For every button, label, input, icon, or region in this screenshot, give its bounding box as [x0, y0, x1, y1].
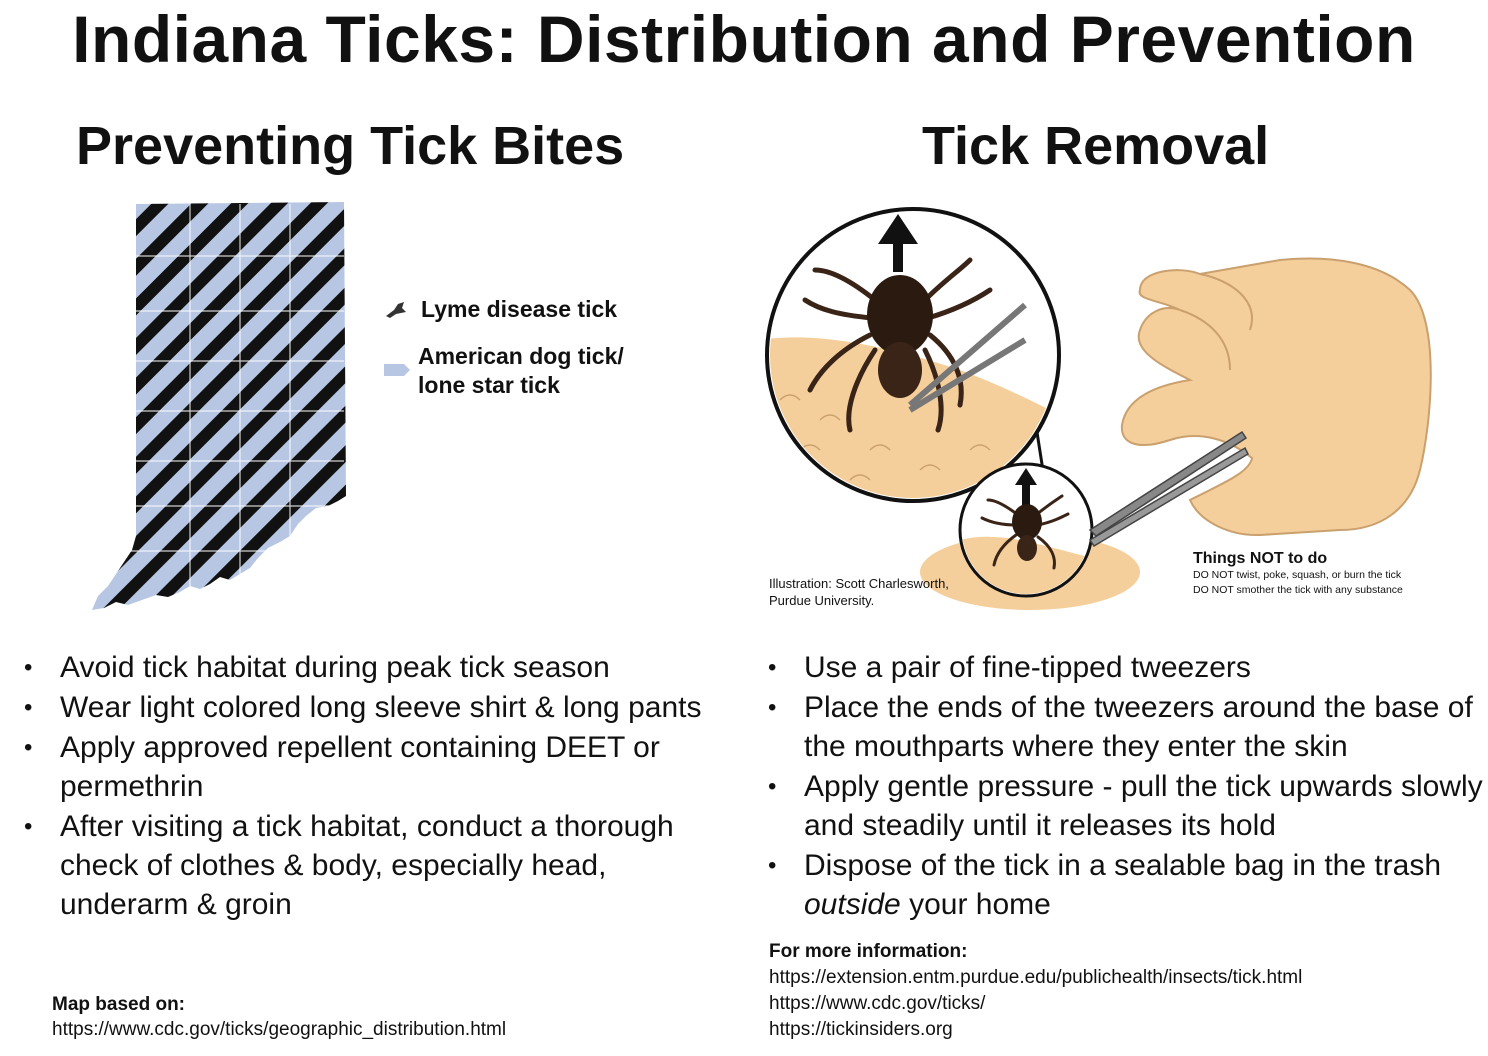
more-info-link[interactable]: https://extension.entm.purdue.edu/publichealth/insects/tick.html — [769, 967, 1303, 988]
illustration-credit-line1: Illustration: Scott Charlesworth, — [769, 576, 949, 591]
emphasis-text: outside — [804, 888, 901, 921]
page-title: Indiana Ticks: Distribution and Prevention — [72, 2, 1416, 76]
more-info-link[interactable]: https://www.cdc.gov/ticks/ — [769, 993, 986, 1014]
list-item: • Apply approved repellent containing DEET or permethrin — [24, 728, 724, 806]
warning-line: DO NOT smother the tick with any substance — [1193, 584, 1403, 596]
list-item: • Place the ends of the tweezers around the base of the mouthparts where they enter the skin — [768, 688, 1483, 766]
legend-dog-tick-label-line2: lone star tick — [418, 372, 560, 398]
list-item — [768, 846, 1483, 924]
illustration-credit-line2: Purdue University. — [769, 593, 875, 608]
prevention-heading: Preventing Tick Bites — [76, 116, 625, 176]
removal-heading: Tick Removal — [922, 116, 1270, 176]
more-info-link[interactable]: https://tickinsiders.org — [769, 1019, 953, 1040]
tick-removal-illustration — [760, 200, 1460, 620]
dog-tick-swatch — [384, 362, 412, 378]
lyme-tick-swatch — [384, 300, 408, 320]
prevention-list — [24, 648, 724, 925]
list-item: • Wear light colored long sleeve shirt & long pants — [24, 688, 724, 727]
removal-list — [768, 648, 1483, 925]
warning-title: Things NOT to do — [1193, 550, 1328, 567]
legend-lyme-label: Lyme disease tick — [421, 296, 618, 322]
list-item: • Use a pair of fine-tipped tweezers — [768, 648, 1483, 687]
indiana-state-shape — [92, 202, 346, 610]
legend-dog-tick-label-line1: American dog tick/ — [418, 343, 624, 369]
map-source-link[interactable]: https://www.cdc.gov/ticks/geographic_distribution.html — [52, 1019, 507, 1040]
list-item-text: your home — [900, 888, 1051, 921]
indiana-distribution-map — [80, 196, 360, 620]
warning-line: DO NOT twist, poke, squash, or burn the tick — [1193, 569, 1402, 581]
map-source-heading: Map based on: — [52, 994, 186, 1015]
more-info-heading: For more information: — [769, 941, 968, 962]
list-item: • Apply gentle pressure - pull the tick upwards slowly and steadily until it releases its hold — [768, 767, 1483, 845]
list-item: • Avoid tick habitat during peak tick season — [24, 648, 724, 687]
list-item: • After visiting a tick habitat, conduct a thorough check of clothes & body, especially head, underarm & groin — [24, 807, 724, 924]
list-item-text: Dispose of the tick in a sealable bag in the trash — [804, 849, 1442, 882]
